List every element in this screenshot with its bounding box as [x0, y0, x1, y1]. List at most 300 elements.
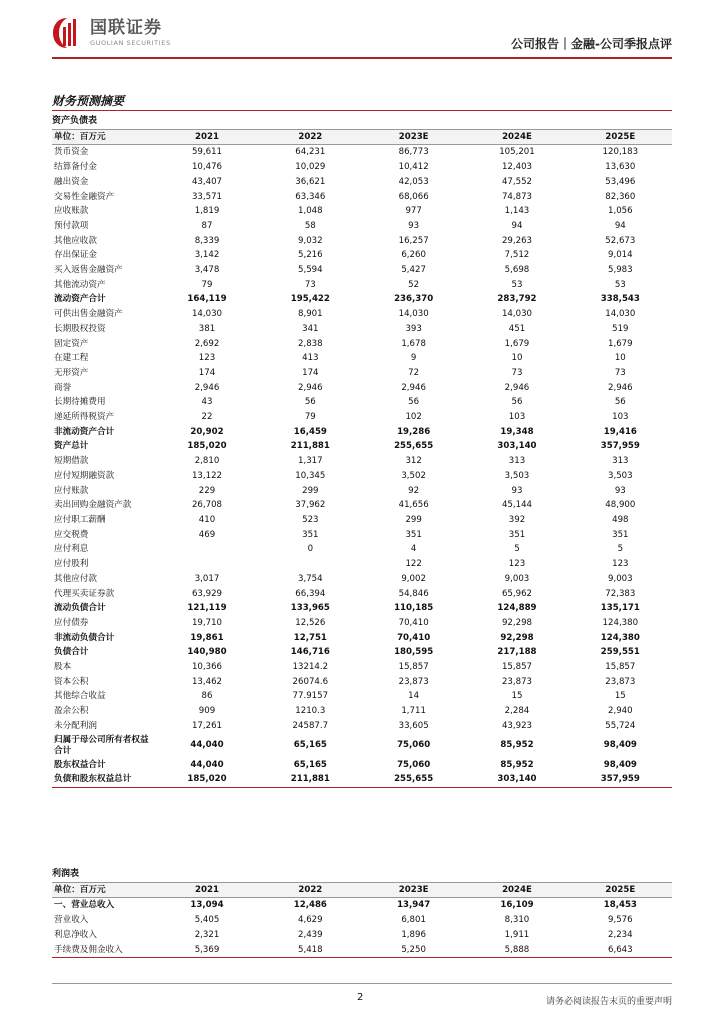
cell-value: 357,959	[569, 772, 672, 787]
row-label: 其他流动资产	[54, 279, 106, 290]
row-label: 买入返售金融资产	[54, 265, 123, 276]
row-label: 应收账款	[54, 206, 89, 217]
cell-value: 2,838	[298, 338, 323, 349]
row-label: 负债和股东权益总计	[52, 772, 155, 787]
row-label: 应付利息	[54, 544, 89, 555]
cell-value: 58	[304, 220, 316, 231]
cell-value: 65,165	[293, 759, 327, 770]
cell-value: 10	[614, 353, 626, 364]
cell-value: 94	[614, 220, 626, 231]
cell-value: 1,896	[401, 929, 426, 940]
cell-value: 164,119	[187, 294, 227, 305]
cell-value: 77.9157	[292, 691, 329, 702]
balance-sheet-row	[52, 322, 672, 337]
cell-value: 312	[405, 456, 422, 467]
cell-value: 393	[405, 323, 422, 334]
year-header: 2025E	[569, 129, 672, 145]
cell-value: 1,911	[504, 929, 530, 940]
cell-value: 0	[307, 544, 314, 555]
cell-value: 255,655	[394, 441, 434, 452]
row-label: 货币资金	[54, 147, 89, 158]
balance-sheet-row	[52, 719, 672, 734]
cell-value: 68,066	[398, 191, 429, 202]
cell-value: 37,962	[295, 500, 326, 511]
row-label: 一、营业总收入	[54, 900, 115, 911]
cell-value: 392	[508, 514, 526, 525]
cell-value: 3,017	[194, 573, 220, 584]
cell-value: 14,030	[501, 309, 533, 320]
cell-value: 6,260	[401, 250, 426, 261]
cell-value: 5,369	[155, 943, 258, 958]
cell-value: 120,183	[602, 147, 639, 158]
header-divider	[52, 57, 672, 59]
cell-value: 133,965	[290, 603, 330, 614]
cell-value: 103	[612, 412, 629, 423]
cell-value: 53	[614, 279, 626, 290]
balance-sheet-row	[52, 248, 672, 263]
cell-value: 52	[408, 279, 420, 290]
cell-value: 92,298	[500, 632, 534, 643]
row-label: 其他综合收益	[54, 691, 106, 702]
row-label: 其他应收款	[54, 235, 97, 246]
cell-value: 10,476	[191, 162, 223, 173]
balance-sheet-row	[52, 704, 672, 719]
cell-value: 14,030	[605, 309, 636, 320]
cell-value: 92	[408, 485, 420, 496]
row-label: 在建工程	[54, 353, 89, 364]
year-header: 2023E	[362, 129, 465, 145]
cell-value: 211,881	[259, 772, 362, 787]
cell-value: 9,003	[608, 573, 633, 584]
cell-value: 63,346	[295, 191, 326, 202]
cell-value: 185,020	[155, 772, 258, 787]
year-header: 2023E	[362, 882, 465, 898]
cell-value: 9,003	[504, 573, 530, 584]
cell-value: 63,929	[191, 588, 223, 599]
row-label: 营业收入	[54, 915, 89, 926]
cell-value: 66,394	[295, 588, 326, 599]
cell-value: 15,857	[398, 662, 429, 673]
balance-sheet-row	[52, 631, 672, 646]
row-label: 应付股利	[54, 559, 89, 570]
report-type-label: 公司报告｜金融-公司季报点评	[511, 37, 672, 51]
footer-divider	[52, 983, 672, 984]
row-label: 未分配利润	[54, 720, 97, 731]
unit-label: 单位：百万元	[52, 129, 155, 145]
cell-value: 10,029	[295, 162, 326, 173]
cell-value: 5,983	[608, 265, 633, 276]
cell-value: 73	[304, 279, 316, 290]
cell-value: 2,946	[608, 382, 633, 393]
cell-value: 2,284	[504, 706, 530, 717]
cell-value: 12,526	[295, 617, 326, 628]
cell-value: 56	[408, 397, 420, 408]
row-label: 归属于母公司所有者权益合计	[54, 734, 149, 756]
cell-value: 43	[201, 397, 213, 408]
cell-value: 65,165	[293, 740, 327, 751]
cell-value: 413	[302, 353, 319, 364]
cell-value: 123	[612, 559, 629, 570]
cell-value: 13214.2	[292, 662, 329, 673]
row-label: 盈余公积	[54, 706, 89, 717]
balance-sheet-row	[52, 513, 672, 528]
row-label: 资本公积	[54, 676, 89, 687]
row-label: 其他应付款	[54, 573, 97, 584]
cell-value: 299	[405, 514, 422, 525]
cell-value: 29,263	[501, 235, 533, 246]
year-header: 2022	[259, 129, 362, 145]
balance-sheet-row	[52, 292, 672, 307]
cell-value: 410	[198, 514, 216, 525]
unit-label: 单位：百万元	[52, 882, 155, 898]
cell-value: 180,595	[394, 647, 434, 658]
row-label: 应交税费	[54, 529, 89, 540]
cell-value: 13,630	[605, 162, 636, 173]
cell-value: 33,571	[191, 191, 223, 202]
cell-value: 5,405	[194, 915, 220, 926]
cell-value: 13,094	[190, 900, 224, 911]
cell-value: 3,503	[608, 470, 633, 481]
cell-value: 70,410	[397, 632, 431, 643]
cell-value: 16,109	[500, 900, 534, 911]
balance-sheet-row	[52, 587, 672, 602]
cell-value: 338,543	[600, 294, 640, 305]
cell-value: 42,053	[398, 176, 429, 187]
cell-value: 23,873	[605, 676, 636, 687]
footer-disclaimer: 请务必阅读报告末页的重要声明	[545, 997, 672, 1007]
cell-value: 1210.3	[295, 706, 326, 717]
balance-sheet-title: 资产负债表	[52, 116, 98, 126]
cell-value: 10,412	[398, 162, 429, 173]
section-divider	[52, 110, 672, 111]
cell-value: 9,576	[608, 915, 633, 926]
cell-value: 124,380	[600, 632, 640, 643]
balance-sheet-row	[52, 351, 672, 366]
cell-value: 43,407	[191, 176, 223, 187]
cell-value: 3,754	[298, 573, 323, 584]
row-label: 应付账款	[54, 485, 89, 496]
cell-value: 1,819	[194, 206, 220, 217]
balance-sheet-row	[52, 528, 672, 543]
balance-sheet-table	[52, 114, 672, 788]
cell-value: 6,643	[569, 943, 672, 958]
row-label: 股本	[54, 662, 72, 673]
cell-value: 75,060	[397, 759, 431, 770]
row-label: 流动资产合计	[54, 294, 106, 305]
balance-sheet-row	[52, 542, 672, 557]
balance-sheet-row	[52, 675, 672, 690]
row-label: 无形资产	[54, 367, 89, 378]
income-statement-title: 利润表	[52, 869, 80, 879]
cell-value: 283,792	[497, 294, 537, 305]
cell-value: 8,339	[194, 235, 220, 246]
cell-value: 75,060	[397, 740, 431, 751]
balance-sheet-row	[52, 601, 672, 616]
cell-value: 14	[408, 691, 420, 702]
cell-value: 45,144	[501, 500, 533, 511]
balance-sheet-row	[52, 145, 672, 160]
balance-sheet-row	[52, 758, 672, 773]
cell-value: 2,692	[194, 338, 220, 349]
cell-value: 7,512	[504, 250, 530, 261]
row-label: 非流动资产合计	[54, 426, 115, 437]
cell-value: 15	[511, 691, 523, 702]
cell-value: 23,873	[501, 676, 533, 687]
cell-value: 5	[514, 544, 520, 555]
cell-value: 19,710	[191, 617, 223, 628]
guolian-logo-icon	[52, 16, 82, 50]
cell-value: 92,298	[501, 617, 533, 628]
cell-value: 195,422	[290, 294, 330, 305]
cell-value	[155, 542, 258, 557]
cell-value: 2,234	[608, 929, 633, 940]
cell-value: 1,679	[608, 338, 633, 349]
cell-value: 519	[612, 323, 629, 334]
cell-value: 2,946	[298, 382, 323, 393]
cell-value: 6,801	[401, 915, 426, 926]
cell-value: 36,621	[295, 176, 326, 187]
cell-value: 93	[614, 485, 626, 496]
cell-value: 74,873	[501, 191, 533, 202]
balance-sheet-row	[52, 219, 672, 234]
cell-value: 15,857	[501, 662, 533, 673]
balance-sheet-row	[52, 645, 672, 660]
cell-value: 229	[198, 485, 216, 496]
cell-value: 85,952	[500, 759, 534, 770]
cell-value: 5,594	[298, 265, 323, 276]
cell-value: 2,439	[298, 929, 323, 940]
cell-value: 79	[201, 279, 213, 290]
cell-value: 17,261	[191, 720, 223, 731]
cell-value: 19,861	[190, 632, 224, 643]
cell-value: 98,409	[603, 740, 637, 751]
cell-value: 5,427	[401, 265, 426, 276]
year-header: 2021	[155, 129, 258, 145]
cell-value: 303,140	[497, 441, 537, 452]
cell-value: 124,380	[602, 617, 639, 628]
income-statement-header-row	[52, 882, 672, 898]
row-label: 流动负债合计	[54, 603, 106, 614]
cell-value: 72,383	[605, 588, 636, 599]
cell-value: 9,014	[608, 250, 633, 261]
cell-value: 124,889	[497, 603, 537, 614]
cell-value: 9	[410, 353, 417, 364]
row-label: 卖出回购金融资产款	[54, 500, 132, 511]
income-statement-row	[52, 928, 672, 943]
cell-value: 56	[614, 397, 626, 408]
year-header: 2021	[155, 882, 258, 898]
cell-value: 255,655	[362, 772, 465, 787]
cell-value: 41,656	[398, 500, 429, 511]
balance-sheet-row	[52, 498, 672, 513]
row-label: 应付职工薪酬	[54, 514, 106, 525]
cell-value: 2,946	[401, 382, 426, 393]
cell-value: 2,321	[194, 929, 220, 940]
balance-sheet-row	[52, 190, 672, 205]
income-statement-row	[52, 898, 672, 913]
cell-value: 121,119	[187, 603, 227, 614]
cell-value: 174	[302, 367, 319, 378]
cell-value: 5,250	[362, 943, 465, 958]
income-statement-row	[52, 913, 672, 928]
cell-value: 73	[511, 367, 523, 378]
cell-value: 47,552	[501, 176, 533, 187]
cell-value: 12,751	[293, 632, 327, 643]
cell-value: 82,360	[605, 191, 636, 202]
row-label: 交易性金融资产	[54, 191, 115, 202]
row-label: 预付款项	[54, 220, 89, 231]
cell-value: 53,496	[605, 176, 636, 187]
cell-value: 16,459	[293, 426, 327, 437]
row-label: 代理买卖证券款	[54, 588, 115, 599]
cell-value: 18,453	[603, 900, 637, 911]
balance-sheet-row	[52, 366, 672, 381]
balance-sheet-row	[52, 772, 672, 787]
cell-value: 4,629	[298, 915, 323, 926]
cell-value: 977	[405, 206, 422, 217]
cell-value: 3,502	[401, 470, 426, 481]
balance-sheet-row	[52, 410, 672, 425]
cell-value: 22	[201, 412, 213, 423]
logo-chinese-name: 国联证券	[90, 18, 162, 38]
cell-value: 48,900	[605, 500, 636, 511]
balance-sheet-row	[52, 454, 672, 469]
cell-value: 3,478	[194, 265, 220, 276]
cell-value: 4	[410, 544, 417, 555]
cell-value: 135,171	[600, 603, 640, 614]
balance-sheet-row	[52, 307, 672, 322]
cell-value: 5,418	[259, 943, 362, 958]
balance-sheet-row	[52, 278, 672, 293]
cell-value: 5	[617, 544, 624, 555]
cell-value: 103	[508, 412, 526, 423]
row-label: 应付短期融资款	[54, 470, 115, 481]
cell-value: 351	[405, 529, 422, 540]
cell-value: 313	[508, 456, 526, 467]
balance-sheet-row	[52, 689, 672, 704]
cell-value: 16,257	[398, 235, 429, 246]
cell-value: 15,857	[605, 662, 636, 673]
cell-value: 19,348	[500, 426, 534, 437]
cell-value: 93	[511, 485, 523, 496]
page-number: 2	[357, 992, 364, 1003]
row-label: 长期待摊费用	[54, 397, 106, 408]
cell-value: 19,286	[397, 426, 431, 437]
cell-value: 123	[508, 559, 526, 570]
balance-sheet-row	[52, 204, 672, 219]
cell-value: 236,370	[394, 294, 434, 305]
cell-value: 299	[302, 485, 319, 496]
cell-value: 909	[198, 706, 216, 717]
cell-value: 351	[612, 529, 629, 540]
balance-sheet-row	[52, 734, 672, 758]
cell-value: 140,980	[187, 647, 227, 658]
row-label: 递延所得税资产	[54, 412, 115, 423]
page-header	[0, 0, 724, 60]
cell-value: 174	[198, 367, 216, 378]
cell-value: 9,032	[298, 235, 323, 246]
cell-value: 146,716	[290, 647, 330, 658]
cell-value: 351	[508, 529, 526, 540]
cell-value: 303,140	[465, 772, 568, 787]
cell-value: 381	[198, 323, 216, 334]
cell-value: 65,962	[501, 588, 533, 599]
row-label: 可供出售金融资产	[54, 309, 123, 320]
cell-value: 33,605	[398, 720, 429, 731]
row-label: 存出保证金	[54, 250, 97, 261]
cell-value: 102	[405, 412, 422, 423]
balance-sheet-row	[52, 469, 672, 484]
cell-value: 2,946	[504, 382, 530, 393]
balance-sheet-row	[52, 616, 672, 631]
cell-value: 26074.6	[292, 676, 329, 687]
cell-value: 1,678	[401, 338, 426, 349]
cell-value: 498	[612, 514, 629, 525]
cell-value: 122	[405, 559, 422, 570]
company-logo	[52, 16, 171, 50]
cell-value: 105,201	[499, 147, 535, 158]
cell-value: 24587.7	[292, 720, 329, 731]
year-header: 2025E	[569, 882, 672, 898]
row-label: 应付债券	[54, 617, 89, 628]
cell-value: 44,040	[190, 740, 224, 751]
cell-value: 43,923	[501, 720, 533, 731]
balance-sheet-row	[52, 660, 672, 675]
cell-value: 54,846	[398, 588, 429, 599]
cell-value: 1,048	[298, 206, 323, 217]
cell-value: 44,040	[190, 759, 224, 770]
cell-value: 10,345	[295, 470, 326, 481]
cell-value: 23,873	[398, 676, 429, 687]
balance-sheet-row	[52, 572, 672, 587]
cell-value: 2,940	[608, 706, 633, 717]
cell-value	[259, 557, 362, 572]
cell-value: 20,902	[190, 426, 224, 437]
year-header: 2024E	[465, 129, 568, 145]
row-label: 手续费及佣金收入	[52, 943, 155, 958]
year-header: 2024E	[465, 882, 568, 898]
row-label: 长期股权投资	[54, 323, 106, 334]
row-label: 固定资产	[54, 338, 89, 349]
cell-value: 8,901	[298, 309, 323, 320]
cell-value: 313	[612, 456, 629, 467]
cell-value: 1,056	[608, 206, 633, 217]
cell-value: 73	[614, 367, 626, 378]
balance-sheet-row	[52, 160, 672, 175]
cell-value: 341	[302, 323, 319, 334]
cell-value: 9,002	[401, 573, 426, 584]
cell-value: 86	[201, 691, 213, 702]
row-label: 利息净收入	[54, 929, 97, 940]
cell-value: 1,711	[401, 706, 426, 717]
balance-sheet-row	[52, 263, 672, 278]
cell-value: 56	[511, 397, 523, 408]
cell-value: 10,366	[191, 662, 223, 673]
balance-sheet-row	[52, 175, 672, 190]
cell-value: 523	[302, 514, 319, 525]
cell-value: 5,698	[504, 265, 530, 276]
cell-value: 79	[304, 412, 316, 423]
cell-value: 3,142	[194, 250, 220, 261]
cell-value: 26,708	[191, 500, 223, 511]
cell-value: 451	[508, 323, 526, 334]
balance-sheet-row	[52, 381, 672, 396]
cell-value: 469	[198, 529, 216, 540]
balance-sheet-row	[52, 395, 672, 410]
cell-value: 1,143	[504, 206, 530, 217]
balance-sheet-header-row	[52, 129, 672, 145]
cell-value: 2,810	[194, 456, 220, 467]
